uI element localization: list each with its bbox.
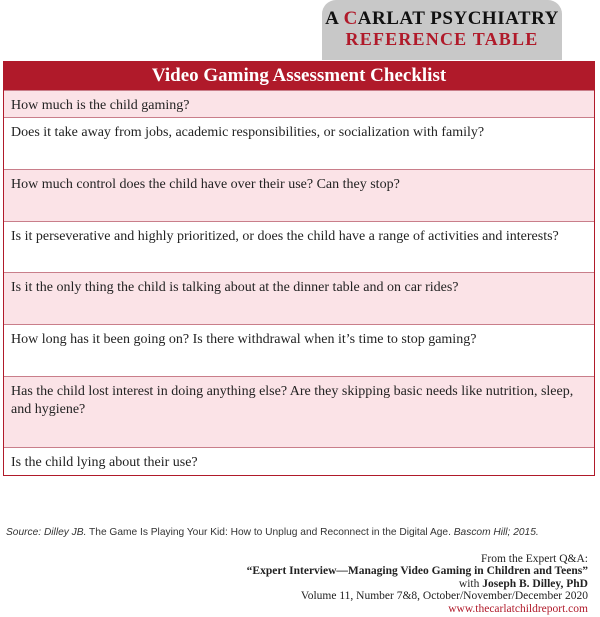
banner-title: A CARLAT PSYCHIATRY <box>325 8 559 29</box>
table-row: Is it the only thing the child is talking about at the dinner table and on car rides? <box>4 272 594 324</box>
table-row: How much is the child gaming? <box>4 90 594 117</box>
table-row: Is the child lying about their use? <box>4 447 594 475</box>
table-row: How much control does the child have over their use? Can they stop? <box>4 169 594 221</box>
table-title: Video Gaming Assessment Checklist <box>4 62 594 90</box>
footer-author-name: Joseph B. Dilley, PhD <box>482 577 588 590</box>
footer-author-line: with Joseph B. Dilley, PhD <box>458 577 588 590</box>
banner-red-c: C <box>343 8 358 29</box>
source-citation: Source: Dilley JB. The Game Is Playing Your Kid: How to Unplug and Reconnect in the Digital Age. Bascom Hill; 2015. <box>6 527 539 538</box>
reference-banner <box>322 0 562 60</box>
footer-volume: Volume 11, Number 7&8, October/November/December 2020 <box>300 590 588 603</box>
footer-article-title: “Expert Interview—Managing Video Gaming in Children and Teens” <box>246 565 588 578</box>
checklist-table <box>3 61 595 476</box>
footer-credit <box>247 553 588 615</box>
footer-website-link[interactable]: www.thecarlatchildreport.com <box>448 602 588 615</box>
footer-line-from: From the Expert Q&A: <box>481 553 588 565</box>
table-row: Does it take away from jobs, academic responsibilities, or socialization with family? <box>4 117 594 169</box>
table-row: Is it perseverative and highly prioritized, or does the child have a range of activities and interests? <box>4 221 594 272</box>
banner-subtitle: REFERENCE TABLE <box>345 29 539 49</box>
table-row: How long has it been going on? Is there withdrawal when it’s time to stop gaming? <box>4 324 594 376</box>
table-row: Has the child lost interest in doing anything else? Are they skipping basic needs like nutrition, sleep, and hygiene? <box>4 376 594 447</box>
